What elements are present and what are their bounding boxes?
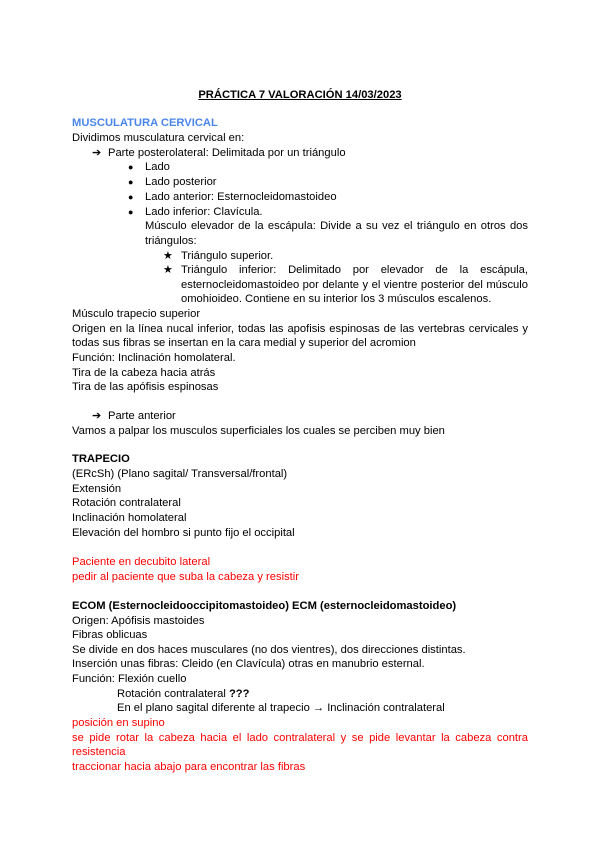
trapecio-item-2: Rotación contralateral [72, 497, 181, 509]
section-heading-trapecio: TRAPECIO [72, 453, 130, 465]
trapecio-item-1: Extensión [72, 483, 122, 495]
tira-apofisis-text: Tira de las apófisis espinosas [72, 381, 219, 393]
ecom-haces: Se divide en dos haces musculares (no dos vientres), dos direcciones distintas. [72, 644, 466, 656]
star-icon: ★ [163, 250, 174, 262]
arrow-icon: ➔ [92, 147, 102, 159]
parte-anterior-text: Parte anterior [108, 410, 176, 422]
bullet-icon: ● [128, 177, 134, 187]
ecom-rotacion [117, 687, 249, 701]
trapecio-item-3: Inclinación homolateral [72, 512, 187, 524]
star-icon: ★ [163, 264, 174, 276]
red-note-decubito: Paciente en decubito lateral [72, 556, 211, 568]
trapecio-item-4: Elevación del hombro si punto fijo el occipital [72, 527, 295, 539]
posterolateral-text: Parte posterolateral: Delimitada por un triángulo [108, 147, 346, 159]
ecom-origen: Origen: Apófisis mastoides [72, 615, 205, 627]
star-item-2-line-2: esternocleidomastoideo por delante y el vientre posterior del músculo [181, 279, 528, 291]
tira-cabeza-text: Tira de la cabeza hacia atrás [72, 367, 216, 379]
ecom-fibras: Fibras oblicuas [72, 629, 148, 641]
page-title: PRÁCTICA 7 VALORACIÓN 14/03/2023 [198, 89, 402, 101]
bullet-icon: ● [128, 207, 134, 217]
rotacion-text: Rotación contralateral [117, 688, 226, 700]
red-note-resistir: pedir al paciente que suba la cabeza y resistir [72, 571, 299, 583]
bullet-item-2: Lado posterior [145, 176, 217, 188]
origen-line-1: Origen en la línea nucal inferior, todas las apofisis espinosas de las vertebras cervicales y [72, 323, 528, 335]
red-note-rotar-line-1: se pide rotar la cabeza hacia el lado contralateral y se pide levantar la cabeza contra [72, 732, 528, 744]
ecom-insercion: Inserción unas fibras: Cleido (en Clavícula) otras en manubrio esternal. [72, 658, 425, 670]
question-marks: ??? [228, 688, 250, 700]
red-note-rotar-line-2: resistencia [72, 746, 126, 758]
intro-text: Dividimos musculatura cervical en: [72, 132, 245, 144]
palpar-text: Vamos a palpar los musculos superficiales los cuales se perciben muy bien [72, 425, 445, 437]
star-item-2-line-1: Triángulo inferior: Delimitado por elevador de la escápula, [181, 264, 528, 276]
star-item-1: Triángulo superior. [181, 250, 274, 262]
section-heading-musculatura-cervical: MUSCULATURA CERVICAL [72, 117, 218, 129]
ecom-plano-sagital: En el plano sagital diferente al trapecio → Inclinación contralateral [117, 702, 445, 714]
bullet-item-1: Lado [145, 161, 170, 173]
origen-line-2: todas sus fibras se insertan en la cara medial y superior del acromion [72, 337, 416, 349]
escapula-line-1: Músculo elevador de la escápula: Divide a su vez el triángulo en otros dos [145, 220, 528, 232]
red-note-supino: posición en supino [72, 717, 165, 729]
ecom-funcion: Función: Flexión cuello [72, 673, 187, 685]
bullet-item-4: Lado inferior: Clavícula. [145, 206, 263, 218]
escapula-line-2: triángulos: [145, 235, 197, 247]
section-heading-ecom: ECOM (Esternocleidooccipitomastoideo) ECM (esternocleidomastoideo) [72, 600, 457, 612]
trapecio-superior-text: Músculo trapecio superior [72, 308, 201, 320]
bullet-icon: ● [128, 162, 134, 172]
funcion-text: Función: Inclinación homolateral. [72, 352, 236, 364]
star-item-2-line-3: omohioideo. Contiene en su interior los 3 músculos escalenos. [181, 293, 492, 305]
bullet-item-3: Lado anterior: Esternocleidomastoideo [145, 191, 337, 203]
red-note-traccionar: traccionar hacia abajo para encontrar las fibras [72, 761, 306, 773]
bullet-icon: ● [128, 192, 134, 202]
planos-text: (ERcSh) (Plano sagital/ Transversal/frontal) [72, 468, 288, 480]
arrow-icon: ➔ [92, 410, 102, 422]
